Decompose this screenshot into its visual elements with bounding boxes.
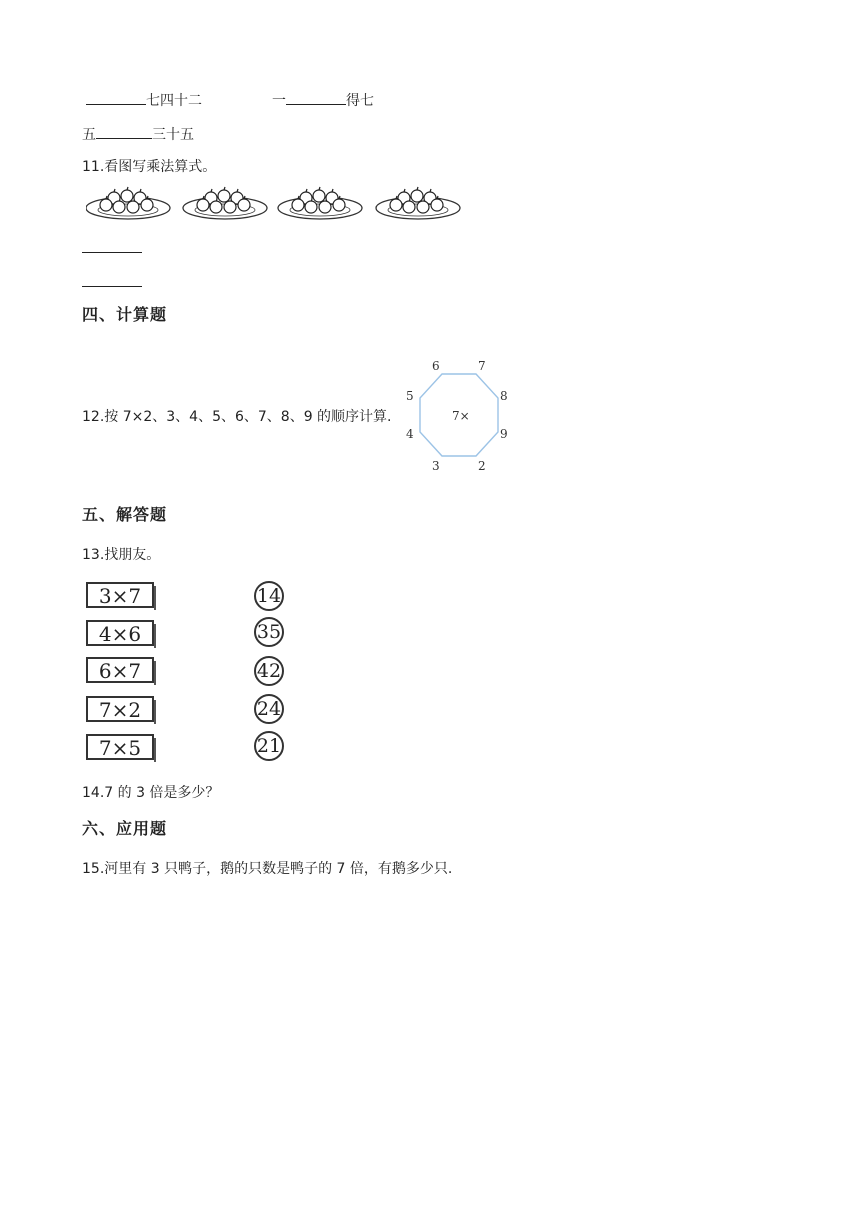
expression-box[interactable]: 7×2 [86, 696, 154, 722]
octagon-number: 5 [406, 389, 414, 403]
answer-circle[interactable]: 42 [254, 656, 284, 686]
answer-circle[interactable]: 21 [254, 731, 284, 761]
octagon-number: 4 [406, 427, 414, 441]
section-title-5: 五、解答题 [82, 505, 168, 524]
answer-blank[interactable] [96, 124, 152, 139]
expression-box[interactable]: 6×7 [86, 657, 154, 683]
blank-item-text: 五 [82, 127, 96, 143]
expression-box[interactable]: 4×6 [86, 620, 154, 646]
blank-item-text: 七四十二 [146, 93, 202, 109]
answer-circle[interactable]: 24 [254, 694, 284, 724]
answer-circle[interactable]: 35 [254, 617, 284, 647]
octagon-diagram [398, 356, 518, 476]
blank-item-2 [272, 90, 374, 110]
octagon-number: 9 [500, 427, 508, 441]
plate-with-apples [86, 187, 170, 219]
question-12: 12.按 7×2、3、4、5、6、7、8、9 的顺序计算. [82, 409, 392, 425]
blank-item-text: 三十五 [152, 127, 194, 143]
question-13: 13.找朋友。 [82, 547, 161, 563]
expression-box[interactable]: 3×7 [86, 582, 154, 608]
answer-blank[interactable] [286, 90, 346, 105]
octagon-number: 7 [478, 359, 486, 373]
answer-line-1[interactable] [82, 252, 142, 253]
blank-item-text: 得七 [346, 93, 374, 109]
octagon-number: 2 [478, 459, 486, 473]
answer-circle[interactable]: 14 [254, 581, 284, 611]
blank-item-3 [82, 124, 194, 144]
apple-plates-image [86, 184, 466, 228]
section-title-6: 六、应用题 [82, 819, 168, 838]
answer-line-2[interactable] [82, 286, 142, 287]
octagon-center-text: 7× [452, 409, 470, 423]
question-14: 14.7 的 3 倍是多少？ [82, 785, 220, 801]
blank-item-text: 一 [272, 93, 286, 109]
question-11: 11.看图写乘法算式。 [82, 159, 217, 175]
section-title-4: 四、计算题 [82, 305, 168, 324]
blank-item-1 [86, 90, 202, 110]
octagon-number: 8 [500, 389, 508, 403]
question-15: 15.河里有 3 只鸭子，鹅的只数是鸭子的 7 倍，有鹅多少只. [82, 861, 453, 877]
octagon-number: 3 [432, 459, 440, 473]
expression-box[interactable]: 7×5 [86, 734, 154, 760]
octagon-number: 6 [432, 359, 440, 373]
answer-blank[interactable] [86, 90, 146, 105]
